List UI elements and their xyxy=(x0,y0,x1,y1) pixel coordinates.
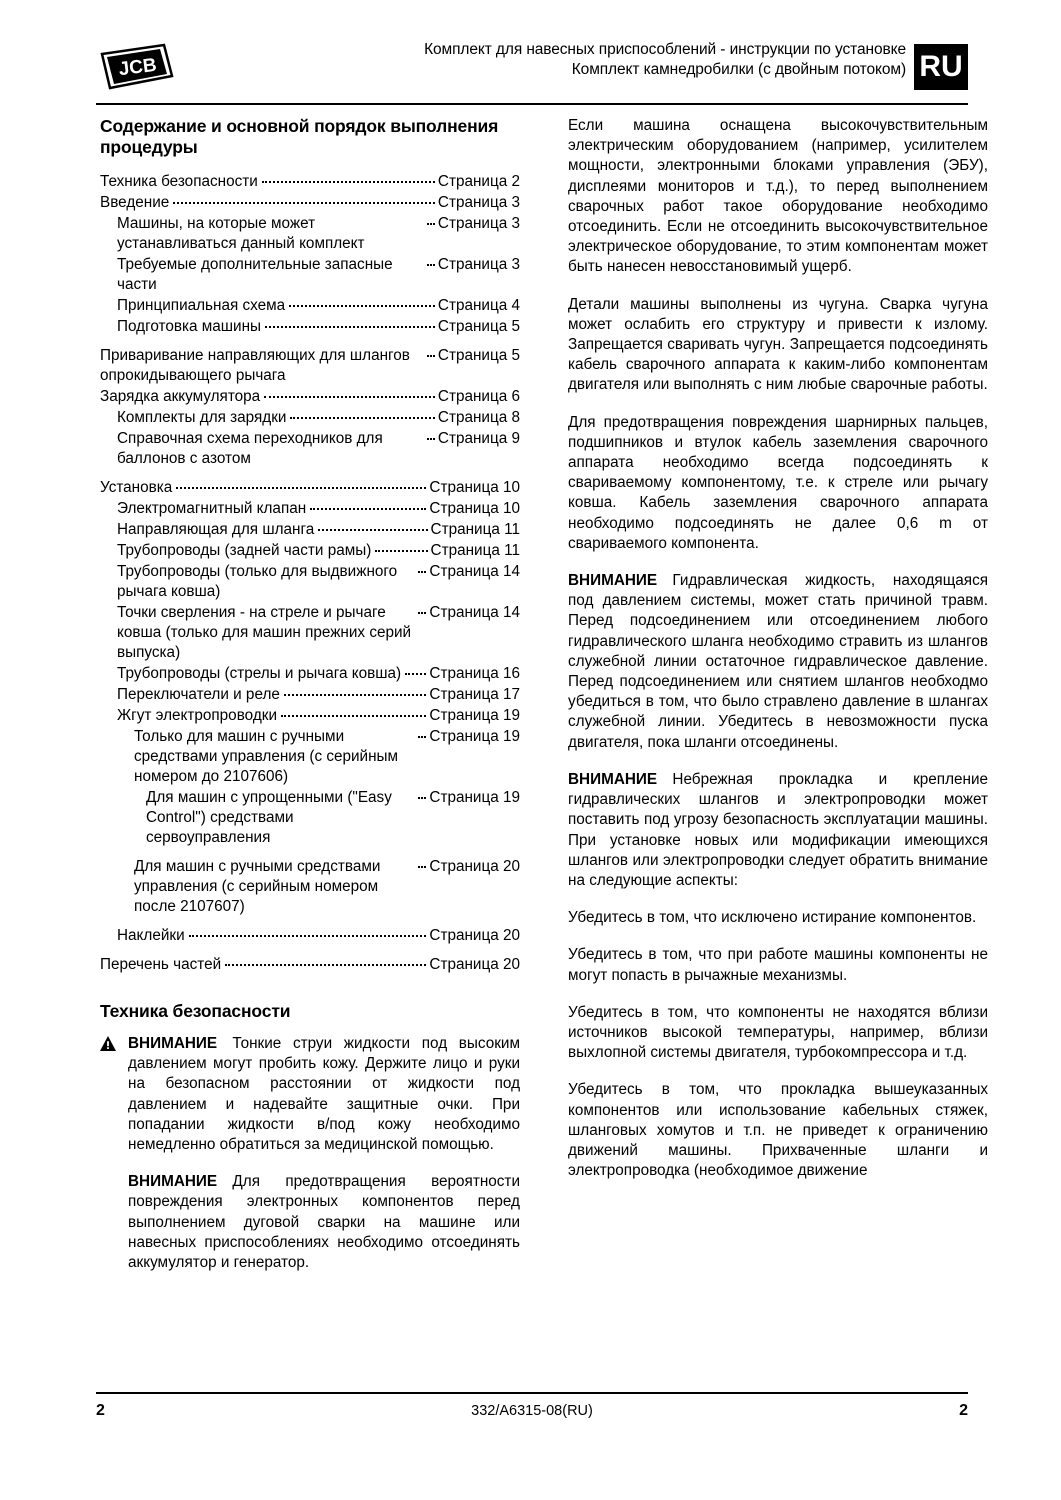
toc-entry-page: Страница 19 xyxy=(429,728,520,745)
toc-entry-label: Принципиальная схема xyxy=(117,297,286,314)
warning-block xyxy=(100,1172,520,1273)
toc-entry[interactable] xyxy=(100,955,520,975)
toc-entry[interactable] xyxy=(117,520,520,540)
toc-entry-page: Страница 14 xyxy=(429,604,520,621)
toc-entry-label: Введение xyxy=(100,194,170,211)
svg-text:JCB: JCB xyxy=(117,54,158,81)
toc-entry-label: Наклейки xyxy=(117,927,185,944)
toc-entry-page: Страница 19 xyxy=(429,707,520,724)
page-number-right: 2 xyxy=(959,1402,968,1419)
toc-leader-dots xyxy=(418,797,426,799)
toc-leader-dots xyxy=(427,438,435,440)
body-paragraph xyxy=(568,116,988,278)
warning-label: ВНИМАНИЕ xyxy=(128,1173,218,1191)
toc-leader-dots xyxy=(427,264,435,266)
toc-entry-page: Страница 6 xyxy=(437,388,520,405)
toc-entry-page: Страница 20 xyxy=(429,956,520,973)
paragraph-text: Гидравлическая жидкость, находящаяся под давлением системы, может стать причиной травм. Перед подсоединением или отсоединением любого гидравлического шланга необходимо стравить из шлангов служебной линии остаточное гидравлическое давление. Перед подсоединением или снятием шлангов необходмо убедиться в том, что было стравлено давление в шлангах служебной линии. Убедитесь в невозможности пуска двигателя, пока шланги отсоединены. xyxy=(568,572,988,751)
header-divider xyxy=(96,103,968,105)
toc-leader-dots xyxy=(375,550,427,552)
toc-entry[interactable] xyxy=(117,603,520,663)
toc-entry-label: Для машин с ручными средствами управления (с серийным номером после 2107607) xyxy=(134,858,385,915)
right-column xyxy=(568,116,988,1181)
toc-entry-page: Страница 5 xyxy=(437,318,520,335)
toc-entry[interactable] xyxy=(100,193,520,213)
body-paragraph xyxy=(568,413,988,554)
jcb-logo-icon xyxy=(98,42,176,92)
toc-entry-page: Страница 8 xyxy=(437,409,520,426)
toc-leader-dots xyxy=(281,715,426,717)
toc-entry-label: Перечень частей xyxy=(100,956,222,973)
body-paragraph xyxy=(568,908,988,928)
toc-entry-page: Страница 4 xyxy=(437,297,520,314)
toc-entry-label: Только для машин с ручными средствами управления (с серийным номером до 2107606) xyxy=(134,728,403,785)
toc-entry-label: Установка xyxy=(100,479,173,496)
toc-entry[interactable] xyxy=(100,387,520,407)
toc-leader-dots xyxy=(418,571,426,573)
toc-leader-dots xyxy=(418,736,426,738)
toc-entry-label: Машины, на которые может устанавливаться данный комплект xyxy=(117,215,365,252)
toc-entry-page: Страница 19 xyxy=(429,789,520,806)
toc-leader-dots xyxy=(262,181,435,183)
toc-leader-dots xyxy=(290,417,434,419)
toc-entry[interactable] xyxy=(117,541,520,561)
paragraph-text: Для предотвращения повреждения шарнирных пальцев, подшипников и втулок кабель заземления сварочного аппарата необходимо всегда подсоединять к свариваемому компонентому, т.е. к стреле или рычагу ковша. Кабель заземления сварочного аппарата необходимо подсоединять не далее 0,6 m от свариваемого компонента. xyxy=(568,413,988,552)
paragraph-text: Если машина оснащена высокочувствительным электрическим оборудованием (например, усилителем мощности, электронными блоками управления (ЭБУ), дисплеями мониторов и т.д.), то перед выполнением сварочных работ такое оборудование необходимо отсоединить. Если не отсоединить высокочувствительное электрическое оборудование, то этим компонентам может быть нанесен невосстановимый ущерб. xyxy=(568,117,988,276)
toc-leader-dots xyxy=(289,305,435,307)
toc-leader-dots xyxy=(427,223,435,225)
toc-entry[interactable] xyxy=(117,562,520,602)
contents-heading: Содержание и основной порядок выполнения процедуры xyxy=(100,116,499,157)
toc-entry[interactable] xyxy=(134,727,520,787)
toc-entry-page: Страница 3 xyxy=(437,256,520,273)
header-title-line-1: Комплект для навесных приспособлений - инструкции по установке xyxy=(424,41,906,58)
body-paragraph xyxy=(568,295,988,396)
toc-entry[interactable] xyxy=(117,685,520,705)
toc-entry-label: Трубопроводы (задней части рамы) xyxy=(117,542,372,559)
toc-entry-page: Страница 10 xyxy=(429,500,520,517)
warning-paragraph xyxy=(568,571,988,753)
toc-entry[interactable] xyxy=(117,296,520,316)
header-title-line-2: Комплект камнедробилки (с двойным потоком) xyxy=(571,60,906,78)
body-paragraph xyxy=(568,1080,988,1181)
toc-entry-label: Приваривание направляющих для шлангов опрокидывающего рычага xyxy=(100,347,415,384)
toc-entry-label: Справочная схема переходников для баллонов с азотом xyxy=(117,430,388,467)
warning-text xyxy=(128,1172,520,1273)
table-of-contents xyxy=(100,172,520,975)
toc-entry-page: Страница 20 xyxy=(429,927,520,944)
toc-entry-label: Точки сверления - на стреле и рычаге ковша (только для машин прежних серий выпуска) xyxy=(117,604,416,661)
left-column xyxy=(100,116,520,1290)
page-header xyxy=(96,38,968,100)
toc-leader-dots xyxy=(225,964,426,966)
page-footer xyxy=(96,1402,968,1424)
toc-leader-dots xyxy=(189,935,427,937)
warning-triangle-icon xyxy=(100,1036,116,1051)
toc-entry-label: Подготовка машины xyxy=(117,318,262,335)
warning-block xyxy=(100,1034,520,1155)
toc-entry-page: Страница 17 xyxy=(429,686,520,703)
toc-entry-label: Направляющая для шланга xyxy=(117,521,315,538)
toc-entry-label: Техника безопасности xyxy=(100,173,258,190)
toc-leader-dots xyxy=(284,694,427,696)
document-id: 332/A6315-08(RU) xyxy=(471,1403,593,1419)
toc-leader-dots xyxy=(405,673,426,675)
toc-entry-label: Требуемые дополнительные запасные части xyxy=(117,256,397,293)
toc-entry[interactable] xyxy=(117,926,520,946)
toc-entry-page: Страница 11 xyxy=(430,521,520,538)
toc-leader-dots xyxy=(310,508,426,510)
body-paragraph xyxy=(568,1003,988,1064)
toc-entry[interactable] xyxy=(146,788,520,848)
toc-leader-dots xyxy=(176,487,426,489)
toc-entry-page: Страница 3 xyxy=(437,194,520,211)
toc-entry[interactable] xyxy=(117,499,520,519)
toc-entry[interactable] xyxy=(117,429,520,469)
paragraph-text: Убедитесь в том, что при работе машины компоненты не могут попасть в рычажные механизмы. xyxy=(568,946,988,984)
warning-label: ВНИМАНИЕ xyxy=(568,770,658,788)
toc-entry-page: Страница 10 xyxy=(429,479,520,496)
warning-paragraph xyxy=(568,770,988,891)
toc-entry-label: Для машин с упрощенными ("Easy Control") средствами сервоуправления xyxy=(146,789,397,846)
toc-entry[interactable] xyxy=(117,706,520,726)
toc-leader-dots xyxy=(264,396,435,398)
toc-entry-page: Страница 11 xyxy=(430,542,520,559)
toc-leader-dots xyxy=(418,612,426,614)
toc-entry[interactable] xyxy=(100,478,520,498)
toc-entry[interactable] xyxy=(117,408,520,428)
toc-entry-page: Страница 3 xyxy=(437,215,520,232)
safety-warnings xyxy=(100,1034,520,1273)
language-badge: RU xyxy=(914,44,968,90)
toc-entry-page: Страница 2 xyxy=(437,173,520,190)
page-number-left: 2 xyxy=(96,1402,105,1419)
toc-entry-page: Страница 16 xyxy=(429,665,520,682)
paragraph-text: Убедитесь в том, что компоненты не находятся вблизи источников высокой температуры, например, вблизи выхлопной системы двигателя, турбокомпрессора и т.д. xyxy=(568,1003,988,1062)
right-column-paragraphs xyxy=(568,116,988,1181)
toc-entry[interactable] xyxy=(117,214,520,254)
toc-entry-page: Страница 9 xyxy=(437,430,520,447)
toc-entry[interactable] xyxy=(100,346,520,386)
toc-leader-dots xyxy=(173,202,435,204)
toc-entry[interactable] xyxy=(134,857,520,917)
toc-entry[interactable] xyxy=(117,317,520,337)
toc-entry-page: Страница 14 xyxy=(429,563,520,580)
warning-body: Тонкие струи жидкости под высоким давлением могут пробить кожу. Держите лицо и руки на безопасном расстоянии от жидкости под давлением и надевайте защитные очки. При попадании жидкости в/под кожу необходимо немедленно обратиться за медицинской помощью. xyxy=(128,1035,520,1154)
toc-leader-dots xyxy=(427,355,435,357)
toc-entry-page: Страница 5 xyxy=(437,347,520,364)
toc-entry-label: Переключатели и реле xyxy=(117,686,280,703)
toc-leader-dots xyxy=(418,866,426,868)
toc-entry-label: Комплекты для зарядки xyxy=(117,409,287,426)
safety-heading: Техника безопасности xyxy=(100,1001,291,1021)
toc-entry-label: Зарядка аккумулятора xyxy=(100,388,261,405)
toc-entry-page: Страница 20 xyxy=(429,858,520,875)
toc-entry-label: Трубопроводы (только для выдвижного рычага ковша) xyxy=(117,563,402,600)
paragraph-text: Детали машины выполнены из чугуна. Сварка чугуна может ослабить его структуру и привести к излому. Запрещается сваривать чугун. Запрещается подсоединять кабель сварочного аппарата к каким-либо компонентам двигателя или выполнять с ним любые сварочные работы. xyxy=(568,295,988,394)
warning-label: ВНИМАНИЕ xyxy=(568,572,658,590)
header-title-block xyxy=(206,40,906,79)
toc-entry-label: Жгут электропроводки xyxy=(117,707,277,724)
paragraph-text: Небрежная прокладка и крепление гидравлических шлангов и электропроводки может поставить под угрозу безопасность эксплуатации машины. При установке новых или модификации имеющихся шлангов или электропроводки следует обратить внимание на следующие аспекты: xyxy=(568,770,988,889)
warning-text xyxy=(128,1034,520,1155)
warning-body: Для предотвращения вероятности повреждения электронных компонентов перед выполнением дуговой сварки на машине или навесных приспособлениях необходимо отсоединять аккумулятор и генератор. xyxy=(128,1173,520,1272)
warning-label: ВНИМАНИЕ xyxy=(128,1035,218,1052)
body-paragraph xyxy=(568,945,988,985)
paragraph-text: Убедитесь в том, что прокладка вышеуказанных компонентов или использование кабельных стяжек, шланговых хомутов и т.п. не приведет к ограничению движений машины. Прихваченные шланги и электропроводка (необходимое движение xyxy=(568,1081,988,1180)
toc-entry-label: Электромагнитный клапан xyxy=(117,500,307,517)
footer-divider xyxy=(96,1392,968,1394)
toc-entry[interactable] xyxy=(100,172,520,192)
toc-entry-label: Трубопроводы (стрелы и рычага ковша) xyxy=(117,665,402,682)
toc-entry[interactable] xyxy=(117,255,520,295)
toc-leader-dots xyxy=(318,529,427,531)
toc-entry[interactable] xyxy=(117,664,520,684)
paragraph-text: Убедитесь в том, что исключено истирание компонентов. xyxy=(568,909,977,927)
toc-leader-dots xyxy=(265,326,435,328)
